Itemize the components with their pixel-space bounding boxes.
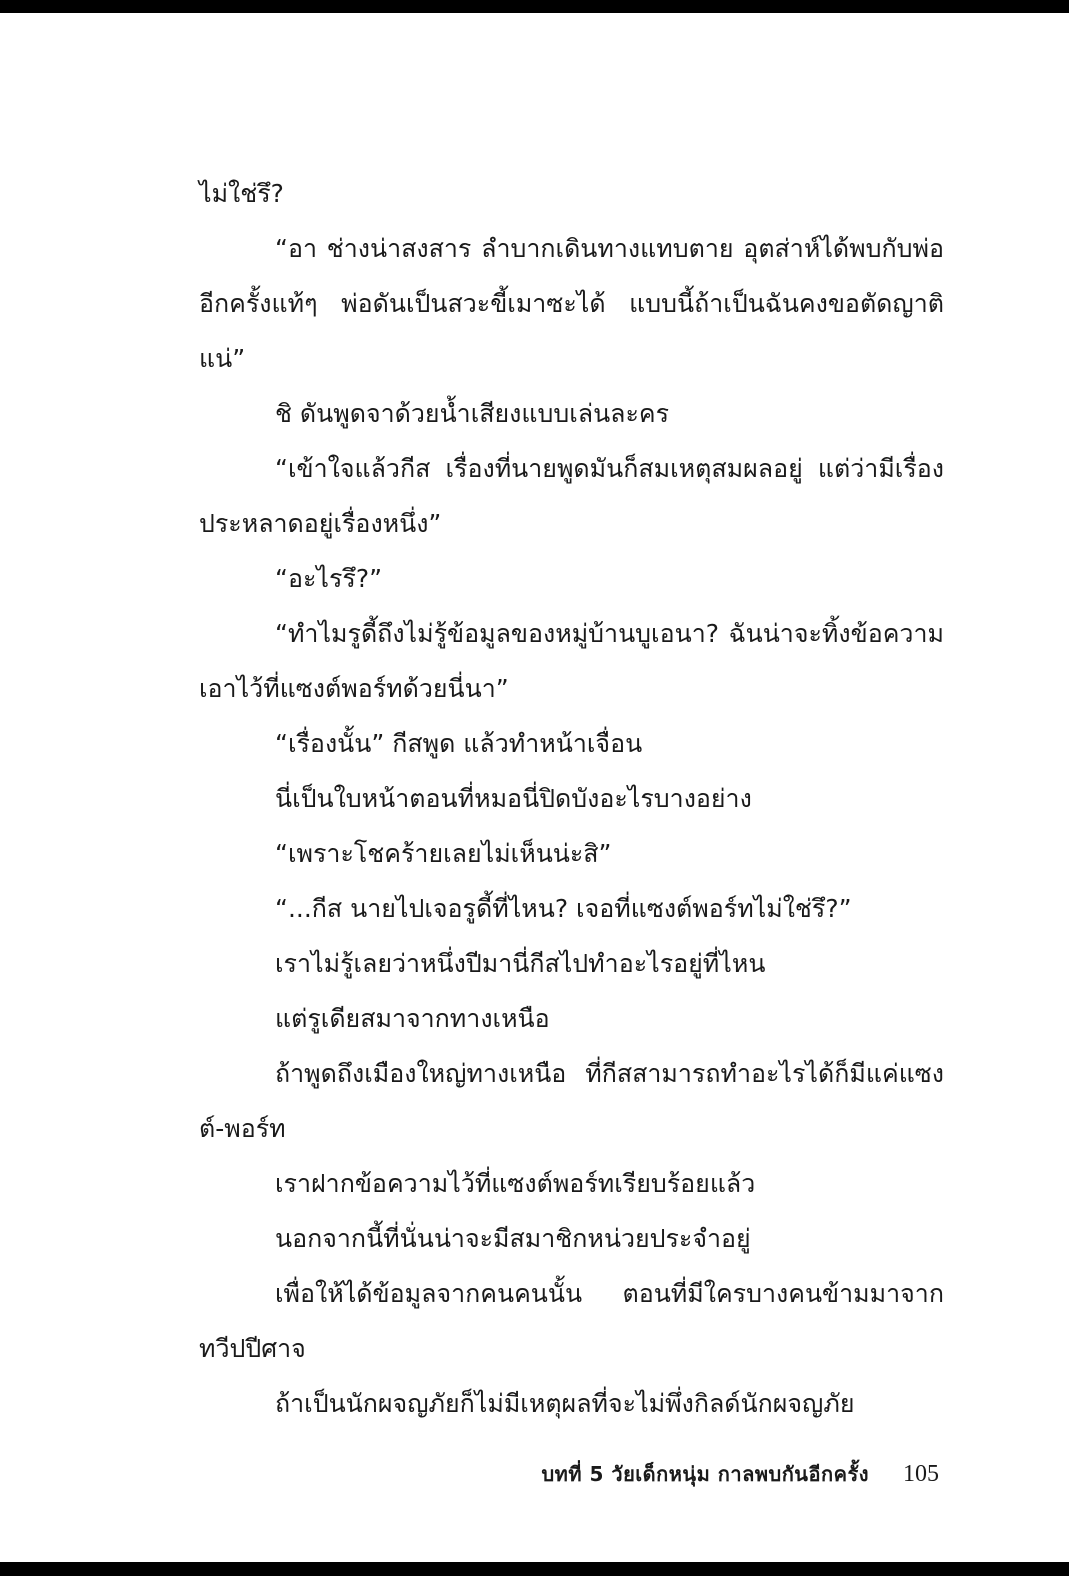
paragraph: ชิ ดันพูดจาด้วยน้ำเสียงแบบเล่นละคร xyxy=(275,399,670,428)
paragraph: เราไม่รู้เลยว่าหนึ่งปีมานี่กีสไปทำอะไรอยู่ที่ไหน xyxy=(275,949,766,978)
paragraph: เพื่อให้ได้ข้อมูลจากคนคนนั้น ตอนที่มีใครบางคนข้ามมาจากทวีปปีศาจ xyxy=(199,1279,944,1363)
paragraph: ไม่ใช่รึ? xyxy=(199,179,284,208)
paragraph: ถ้าพูดถึงเมืองใหญ่ทางเหนือ ที่กีสสามารถทำอะไรได้ก็มีแค่แซงต์-พอร์ท xyxy=(199,1059,944,1143)
page-number: 105 xyxy=(903,1461,939,1487)
paragraph: “ทำไมรูดี้ถึงไม่รู้ข้อมูลของหมู่บ้านบูเอนา? ฉันน่าจะทิ้งข้อความเอาไว้ที่แซงต์พอร์ทด้วยนี่นา” xyxy=(199,619,944,703)
paragraph: “เพราะโชคร้ายเลยไม่เห็นน่ะสิ” xyxy=(275,839,612,868)
paragraph: “...กีส นายไปเจอรูดี้ที่ไหน? เจอที่แซงต์พอร์ทไม่ใช่รึ?” xyxy=(275,894,852,923)
running-head: บทที่ 5 วัยเด็กหนุ่ม กาลพบกันอีกครั้ง xyxy=(541,1462,869,1486)
book-page xyxy=(0,13,1069,1562)
body-text xyxy=(199,166,944,1431)
paragraph: นี่เป็นใบหน้าตอนที่หมอนี่ปิดบังอะไรบางอย่าง xyxy=(275,784,752,813)
paragraph: “อา ช่างน่าสงสาร ลำบากเดินทางแทบตาย อุตส่าห์ได้พบกับพ่ออีกครั้งแท้ๆ พ่อดันเป็นสวะขี้เมาซะได้ แบบนี้ถ้าเป็นฉันคงขอตัดญาติแน่” xyxy=(199,234,944,373)
paragraph: “อะไรรึ?” xyxy=(275,564,383,593)
page-footer xyxy=(541,1458,939,1490)
paragraph: นอกจากนี้ที่นั่นน่าจะมีสมาชิกหน่วยประจำอยู่ xyxy=(275,1224,751,1253)
paragraph: “เข้าใจแล้วกีส เรื่องที่นายพูดมันก็สมเหตุสมผลอยู่ แต่ว่ามีเรื่องประหลาดอยู่เรื่องหนึ่ง” xyxy=(199,454,944,538)
paragraph: แต่รูเดียสมาจากทางเหนือ xyxy=(275,1004,550,1033)
paragraph: ถ้าเป็นนักผจญภัยก็ไม่มีเหตุผลที่จะไม่พึ่งกิลด์นักผจญภัย xyxy=(275,1389,855,1418)
paragraph: “เรื่องนั้น” กีสพูด แล้วทำหน้าเจื่อน xyxy=(275,729,643,758)
paragraph: เราฝากข้อความไว้ที่แซงต์พอร์ทเรียบร้อยแล้ว xyxy=(275,1169,756,1198)
